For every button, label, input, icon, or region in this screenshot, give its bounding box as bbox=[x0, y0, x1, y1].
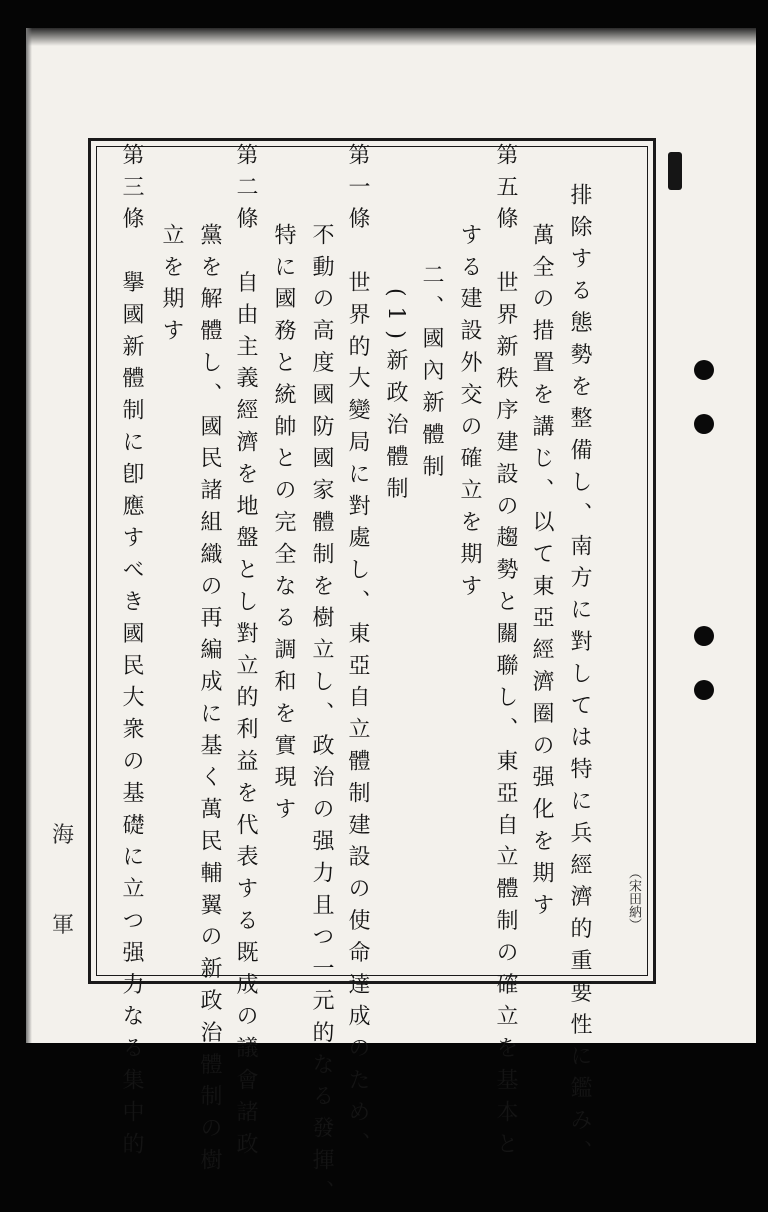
binding-hole-2 bbox=[694, 414, 714, 434]
text-column-9: 特に國務と統帥との完全なる調和を實現す bbox=[271, 223, 296, 830]
text-column-11: 黨を解體し、國民諸組織の再編成に基く萬民輔翼の新政治體制の樹 bbox=[197, 223, 222, 1180]
scan-shadow bbox=[26, 28, 756, 46]
text-column-6: (1)新政治體制 bbox=[383, 288, 408, 509]
text-column-7: 第一條 世界的大變局に對處し、東亞自立體制建設の使命達成のため、 bbox=[345, 143, 370, 1164]
text-column-13: 第三條 擧國新體制に卽應すべき國民大衆の基礎に立つ强力なる集中的 bbox=[119, 143, 144, 1164]
margin-label-bottom: 軍 bbox=[52, 913, 75, 938]
text-column-3: 第五條 世界新秩序建設の趨勢と關聯し、東亞自立體制の確立を基本と bbox=[493, 143, 518, 1164]
binding-hole-4 bbox=[694, 680, 714, 700]
margin-label-top: 海 bbox=[52, 823, 75, 848]
page-edge bbox=[26, 28, 32, 1043]
text-column-12: 立を期す bbox=[159, 223, 184, 351]
text-column-5: 二、國內新體制 bbox=[419, 263, 444, 487]
ink-mark bbox=[668, 152, 682, 190]
text-column-10: 第二條 自由主義經濟を地盤とし對立的利益を代表する既成の議會諸政 bbox=[233, 143, 258, 1164]
text-column-1: 排除する態勢を整備し、南方に對しては特に兵經濟的重要性に鑑み、 bbox=[567, 183, 592, 1172]
text-column-4: する建設外交の確立を期す bbox=[457, 223, 482, 606]
binding-hole-3 bbox=[694, 626, 714, 646]
archive-stamp: （宋田納） bbox=[626, 866, 641, 931]
text-column-2: 萬全の措置を講じ、以て東亞經濟圈の强化を期す bbox=[529, 223, 554, 925]
binding-hole-1 bbox=[694, 360, 714, 380]
text-column-8: 不動の高度國防國家體制を樹立し、政治の强力且つ一元的なる發揮、 bbox=[309, 223, 334, 1212]
